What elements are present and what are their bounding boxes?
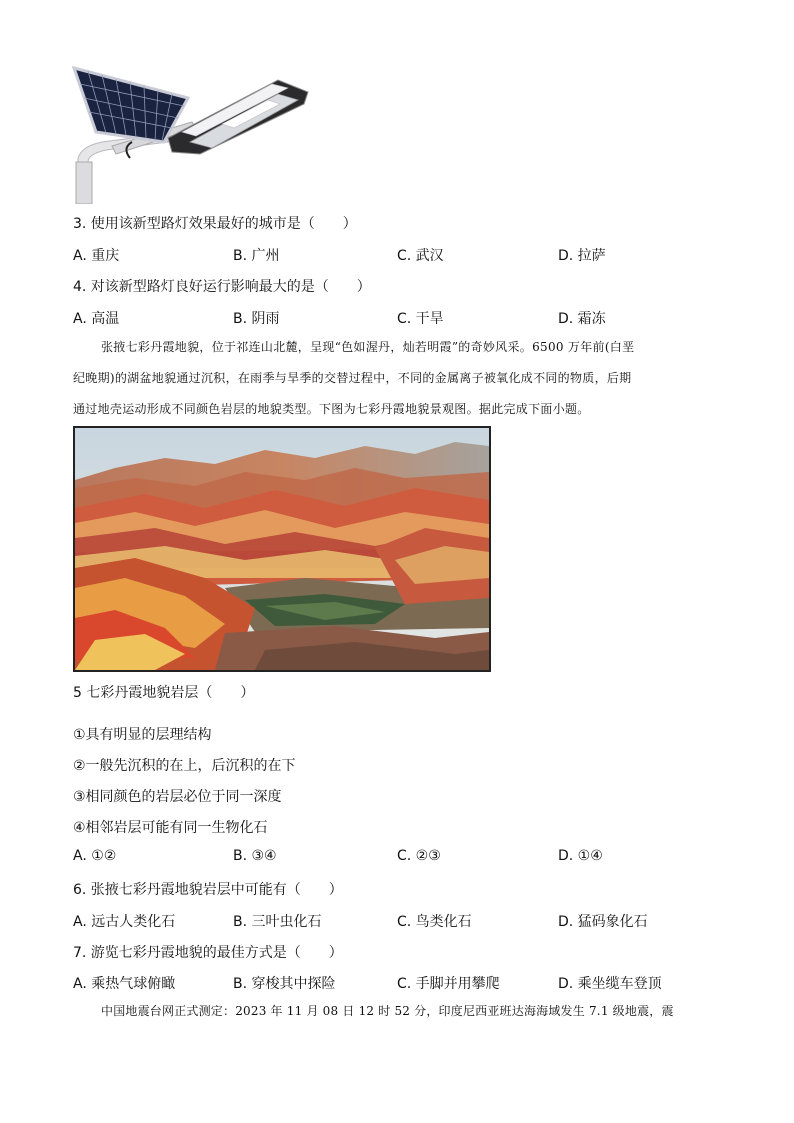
question-7-option-b[interactable]: B. 穿梭其中探险 (233, 976, 336, 992)
question-5-statement-3: ③相同颜色的岩层必位于同一深度 (73, 789, 282, 805)
question-4-option-a[interactable]: A. 高温 (73, 311, 120, 327)
danxia-landform-photo (73, 426, 491, 672)
question-4-option-d[interactable]: D. 霜冻 (558, 311, 606, 327)
question-6-option-b[interactable]: B. 三叶虫化石 (233, 914, 322, 930)
question-7-option-d[interactable]: D. 乘坐缆车登顶 (558, 976, 662, 992)
question-5-statement-2: ②一般先沉积的在上，后沉积的在下 (73, 758, 296, 774)
question-7-option-a[interactable]: A. 乘热气球俯瞰 (73, 976, 176, 992)
question-7-option-c[interactable]: C. 手脚并用攀爬 (397, 976, 500, 992)
question-4-option-c[interactable]: C. 干旱 (397, 311, 444, 327)
passage-earthquake: 中国地震台网正式测定：2023 年 11 月 08 日 12 时 52 分，印度尼西亚班达海海域发生 7.1 级地震，震 (101, 1004, 674, 1018)
question-6-option-c[interactable]: C. 鸟类化石 (397, 914, 472, 930)
passage-line-1: 张掖七彩丹霞地貌，位于祁连山北麓，呈现“色如渥丹，灿若明霞”的奇妙风采。6500 万年前(白垩 (101, 340, 635, 354)
question-3-stem: 3. 使用该新型路灯效果最好的城市是（ ） (73, 216, 357, 232)
question-3-option-a[interactable]: A. 重庆 (73, 248, 120, 264)
question-7-stem: 7. 游览七彩丹霞地貌的最佳方式是（ ） (73, 945, 343, 961)
question-4-stem: 4. 对该新型路灯良好运行影响最大的是（ ） (73, 279, 371, 295)
question-5-statement-4: ④相邻岩层可能有同一生物化石 (73, 820, 268, 836)
question-5-option-c[interactable]: C. ②③ (397, 848, 441, 864)
question-5-stem: 5 七彩丹霞地貌岩层（ ） (73, 685, 255, 701)
question-3-option-c[interactable]: C. 武汉 (397, 248, 444, 264)
question-3-option-b[interactable]: B. 广州 (233, 248, 280, 264)
question-6-option-a[interactable]: A. 远古人类化石 (73, 914, 176, 930)
question-5-option-d[interactable]: D. ①④ (558, 848, 603, 864)
solar-street-light-image (72, 62, 312, 204)
question-3-option-d[interactable]: D. 拉萨 (558, 248, 606, 264)
passage-danxia (73, 332, 723, 425)
question-5-statement-1: ①具有明显的层理结构 (73, 727, 212, 743)
passage-line-2: 纪晚期)的湖盆地貌通过沉积，在雨季与旱季的交替过程中，不同的金属离子被氧化成不同的物质，后期 (73, 371, 632, 385)
question-5-option-a[interactable]: A. ①② (73, 848, 117, 864)
passage-line-3: 通过地壳运动形成不同颜色岩层的地貌类型。下图为七彩丹霞地貌景观图。据此完成下面小题。 (73, 402, 590, 416)
question-6-option-d[interactable]: D. 猛码象化石 (558, 914, 648, 930)
question-4-option-b[interactable]: B. 阴雨 (233, 311, 280, 327)
question-5-option-b[interactable]: B. ③④ (233, 848, 277, 864)
question-6-stem: 6. 张掖七彩丹霞地貌岩层中可能有（ ） (73, 882, 343, 898)
